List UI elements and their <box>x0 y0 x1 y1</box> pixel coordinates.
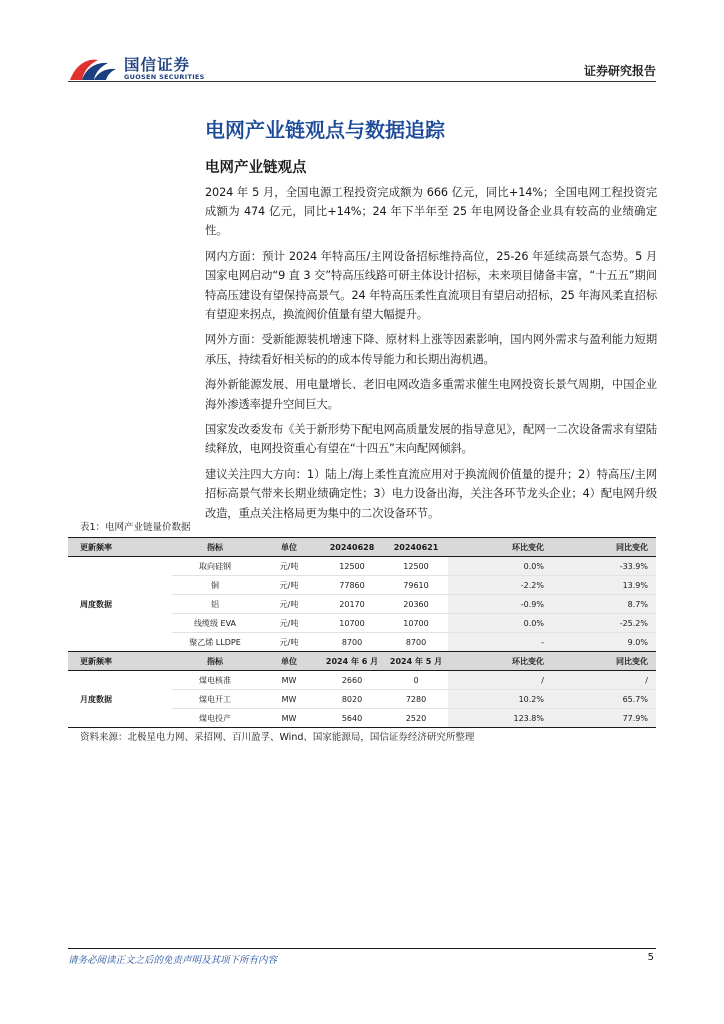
header-mom: 环比变化 <box>448 538 552 557</box>
row-yoy: 13.9% <box>552 576 656 595</box>
footer-disclaimer: 请务必阅读正文之后的免责声明及其项下所有内容 <box>68 955 278 966</box>
row-unit: 元/吨 <box>258 576 320 595</box>
header-current: 2024 年 6 月 <box>320 652 384 671</box>
monthly-group-label: 月度数据 <box>68 671 172 728</box>
row-yoy: 9.0% <box>552 633 656 652</box>
paragraph-out-grid: 网外方面：受新能源装机增速下降、原材料上涨等因素影响，国内网外需求与盈利能力短期承压，持续看好相关标的的成本传导能力和长期出海机遇。 <box>205 333 657 366</box>
monthly-header-row <box>68 652 656 671</box>
row-previous: 20360 <box>384 595 448 614</box>
header-mom: 环比变化 <box>448 652 552 671</box>
header-frequency: 更新频率 <box>68 652 172 671</box>
main-title: 电网产业链观点与数据追踪 <box>205 118 445 142</box>
row-yoy: 8.7% <box>552 595 656 614</box>
row-yoy: / <box>552 671 656 690</box>
row-mom: -2.2% <box>448 576 552 595</box>
header-previous: 20240621 <box>384 538 448 557</box>
data-table-wrapper <box>68 537 656 728</box>
header-current: 20240628 <box>320 538 384 557</box>
row-indicator: 铝 <box>172 595 258 614</box>
row-unit: 元/吨 <box>258 614 320 633</box>
row-yoy: -25.2% <box>552 614 656 633</box>
row-mom: 0.0% <box>448 614 552 633</box>
header-yoy: 同比变化 <box>552 652 656 671</box>
row-current: 12500 <box>339 561 365 571</box>
page-number: 5 <box>647 952 654 963</box>
row-indicator: 聚乙烯 LLDPE <box>172 633 258 652</box>
section-title: 电网产业链观点 <box>205 160 307 176</box>
row-current: 2660 <box>341 675 363 685</box>
logo-english-name: GUOSEN SECURITIES <box>124 73 205 81</box>
weekly-group-label: 周度数据 <box>80 599 112 609</box>
paragraph-in-grid: 网内方面：预计 2024 年特高压/主网设备招标维持高位，25-26 年延续高景气态势。5 月国家电网启动“9 直 3 交”特高压线路可研主体设计招标，未来项目储备丰富，“十五五”期间特高压建设有望保持高景气。24 年特高压柔性直流项目有望启动招标，25 年海风柔直招标有望迎来拐点，换流阀价值量有望大幅提升。 <box>205 250 657 321</box>
row-unit: 元/吨 <box>258 595 320 614</box>
row-previous: 79610 <box>384 576 448 595</box>
body-text <box>205 183 657 529</box>
report-type: 证券研究报告 <box>583 64 656 78</box>
row-current: 20170 <box>320 595 384 614</box>
row-indicator: 煤电开工 <box>172 690 258 709</box>
row-indicator: 铜 <box>172 576 258 595</box>
row-current: 5640 <box>320 709 384 728</box>
row-mom: - <box>448 633 552 652</box>
row-yoy: -33.9% <box>552 557 656 576</box>
guosen-logo-icon <box>68 54 118 84</box>
header-indicator: 指标 <box>172 652 258 671</box>
table-row <box>68 671 656 690</box>
header-frequency: 更新频率 <box>68 538 172 557</box>
paragraph-overseas: 海外新能源发展、用电量增长、老旧电网改造多重需求催生电网投资长景气周期，中国企业海外渗透率提升空间巨大。 <box>205 378 657 411</box>
row-mom: 10.2% <box>448 690 552 709</box>
grid-chain-data-table <box>68 537 656 728</box>
row-mom: -0.9% <box>448 595 552 614</box>
row-current: 8700 <box>320 633 384 652</box>
row-indicator: 煤电核准 <box>199 675 231 685</box>
row-previous: 2520 <box>384 709 448 728</box>
row-indicator: 取向硅钢 <box>199 561 231 571</box>
paragraph-recommendations: 建议关注四大方向：1）陆上/海上柔性直流应用对于换流阀价值量的提升；2）特高压/主网招标高景气带来长期业绩确定性；3）电力设备出海，关注各环节龙头企业；4）配电网升级改造，重点关注格局更为集中的二次设备环节。 <box>205 468 657 520</box>
footer-divider <box>68 948 656 949</box>
row-mom: / <box>448 671 552 690</box>
row-previous: 7280 <box>384 690 448 709</box>
row-indicator: 煤电投产 <box>172 709 258 728</box>
row-previous: 0 <box>413 675 419 685</box>
weekly-header-row <box>68 538 656 557</box>
row-unit: MW <box>258 690 320 709</box>
header-unit: 单位 <box>258 538 320 557</box>
row-yoy: 77.9% <box>552 709 656 728</box>
row-previous: 12500 <box>403 561 429 571</box>
header-divider <box>68 81 656 82</box>
header-unit: 单位 <box>258 652 320 671</box>
table-row <box>68 557 656 576</box>
row-mom: 123.8% <box>448 709 552 728</box>
header-previous: 2024 年 5 月 <box>384 652 448 671</box>
row-unit: 元/吨 <box>258 633 320 652</box>
logo-chinese-name: 国信证券 <box>124 56 191 74</box>
header-yoy: 同比变化 <box>552 538 656 557</box>
row-current: 8020 <box>320 690 384 709</box>
row-previous: 8700 <box>384 633 448 652</box>
row-unit: MW <box>281 675 297 685</box>
table-caption: 表1：电网产业链量价数据 <box>80 522 191 533</box>
header-indicator: 指标 <box>172 538 258 557</box>
row-current: 77860 <box>320 576 384 595</box>
table-source: 资料来源：北极星电力网、采招网、百川盈孚、Wind、国家能源局，国信证券经济研究所整理 <box>80 732 475 743</box>
row-current: 10700 <box>320 614 384 633</box>
row-mom: 0.0% <box>448 557 552 576</box>
row-previous: 10700 <box>384 614 448 633</box>
row-unit: 元/吨 <box>279 561 299 571</box>
row-yoy: 65.7% <box>552 690 656 709</box>
paragraph-investment: 2024 年 5 月，全国电源工程投资完成额为 666 亿元，同比+14%；全国电网工程投资完成额为 474 亿元，同比+14%；24 年下半年至 25 年电网设备企业具有较高的业绩确定性。 <box>205 186 657 238</box>
row-unit: MW <box>258 709 320 728</box>
paragraph-distribution: 国家发改委发布《关于新形势下配电网高质量发展的指导意见》，配网一二次设备需求有望陆续释放，电网投资重心有望在“十四五”末向配网倾斜。 <box>205 423 657 456</box>
row-indicator: 线缆级 EVA <box>172 614 258 633</box>
